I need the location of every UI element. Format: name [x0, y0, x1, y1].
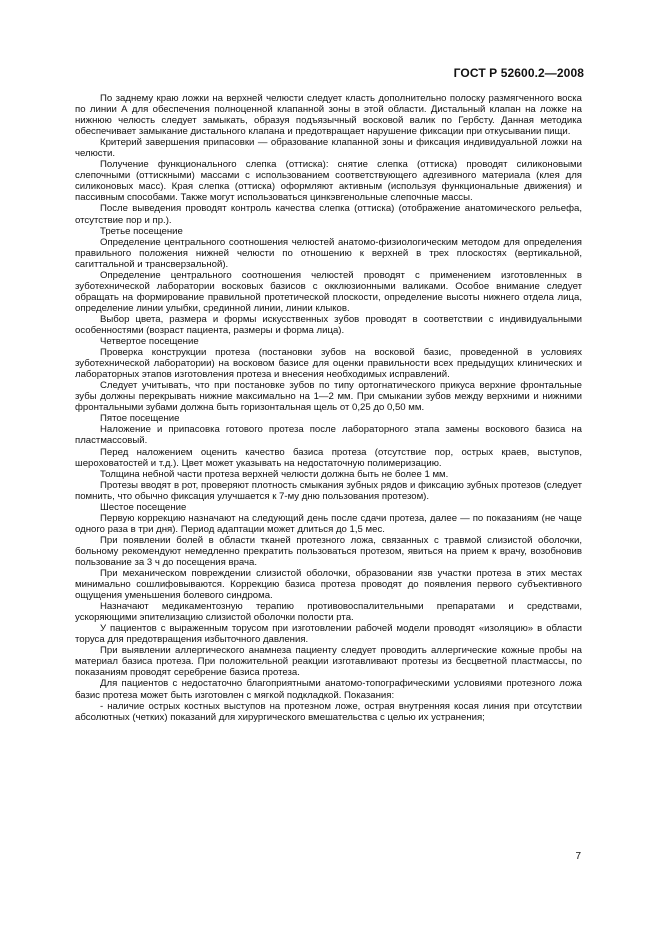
- paragraph: Первую коррекцию назначают на следующий день после сдачи протеза, далее — по показаниям (не чаще одного раза в три дня). Период адаптации может длиться до 1,5 мес.: [75, 512, 582, 535]
- paragraph: При появлении болей в области тканей протезного ложа, связанных с травмой слизистой оболочки, больному рекомендуют немедленно прекратить пользоваться протезом, явиться на прием к врачу, возобновив пользование за 3 ч до посещения врача.: [75, 534, 582, 568]
- paragraph: По заднему краю ложки на верхней челюсти следует класть дополнительно полоску размягченного воска по линии А для обеспечения полноценной клапанной зоны в этой области. Дистальный клапан на ложке на нижнюю челюсть следует замыкать, образуя подъязычный восковой валик по Гербсту. Данная методика обеспечивает замыкание дистального клапана и предотвращает нарушение фиксации при откусывании пищи.: [75, 93, 582, 138]
- paragraph: Определение центрального соотношения челюстей проводят с применением изготовленных в зуботехнической лаборатории восковых базисов с окклюзионными валиками. Особое внимание следует обращать на формирование правильной протетической плоскости, определение высоты нижнего отдела лица, определение линии улыбки, срединной линии, линии клыков.: [75, 269, 582, 314]
- paragraph: При выявлении аллергического анамнеза пациенту следует проводить аллергические кожные пробы на материал базиса протеза. При положительной реакции изготавливают протезы из бесцветной пластмассы, по показаниям проводят серебрение базиса протеза.: [75, 645, 582, 679]
- paragraph: После выведения проводят контроль качества слепка (оттиска) (отображение анатомического рельефа, отсутствие пор и пр.).: [75, 203, 582, 226]
- section-heading: Шестое посещение: [100, 501, 187, 513]
- document-body: [75, 93, 582, 723]
- page-number: 7: [575, 851, 581, 862]
- paragraph: Определение центрального соотношения челюстей анатомо-физиологическим методом для определения правильного положения нижней челюсти по отношению к верхней в трех плоскостях (вертикальной, сагиттальной и трансверзальной).: [75, 236, 582, 270]
- paragraph: Критерий завершения припасовки — образование клапанной зоны и фиксация индивидуальной ложки на челюсти.: [75, 137, 582, 160]
- paragraph: Наложение и припасовка готового протеза после лабораторного этапа замены воскового базиса на пластмассовый.: [75, 424, 582, 447]
- section-heading: Четвертое посещение: [100, 336, 199, 348]
- paragraph: При механическом повреждении слизистой оболочки, образовании язв участки протеза в этих местах минимально сошлифовываются. Коррекцию базиса протеза проводят до появления первого субъективного ощущения уменьшения болевого синдрома.: [75, 568, 582, 602]
- section-heading: Третье посещение: [100, 225, 183, 237]
- paragraph: Назначают медикаментозную терапию противовоспалительными препаратами и средствами, ускоряющими эпителизацию слизистой оболочки полости рта.: [75, 601, 582, 624]
- paragraph: Перед наложением оценить качество базиса протеза (отсутствие пор, острых краев, выступов, шероховатостей и т.д.). Цвет может указывать на недостаточную полимеризацию.: [75, 446, 582, 469]
- paragraph: Проверка конструкции протеза (постановки зубов на восковой базис, проведенной в условиях зуботехнической лаборатории) на восковом базисе для оценки правильности всех предыдущих клинических и лабораторных этапов изготовления протеза и внесения необходимых исправлений.: [75, 347, 582, 381]
- paragraph: Получение функционального слепка (оттиска): снятие слепка (оттиска) проводят силиконовыми слепочными (оттискными) массами с использованием соответствующего адгезивного материала (клея для силиконовых масс). Края слепка (оттиска) оформляют активным (используя функциональные движения) и пассивным способами. Также могут использоваться цинкэвгенольные слепочные массы.: [75, 159, 582, 204]
- paragraph: Выбор цвета, размера и формы искусственных зубов проводят в соответствии с индивидуальными особенностями (возраст пациента, размеры и форма лица).: [75, 313, 582, 336]
- section-heading: Пятое посещение: [100, 413, 180, 425]
- list-item: - наличие острых костных выступов на протезном ложе, острая внутренняя косая линия при отсутствии абсолютных (четких) показаний для хирургического вмешательства с целью их устранения;: [75, 700, 582, 723]
- paragraph: Толщина небной части протеза верхней челюсти должна быть не более 1 мм.: [100, 468, 449, 480]
- paragraph: У пациентов с выраженным торусом при изготовлении рабочей модели проводят «изоляцию» в области торуса для предотвращения избыточного давления.: [75, 623, 582, 646]
- paragraph: Следует учитывать, что при постановке зубов по типу ортогнатического прикуса верхние фронтальные зубы должны перекрывать нижние максимально на 1—2 мм. При смыкании зубов между верхними и нижними фронтальными зубами должна быть горизонтальная щель от 0,25 до 0,50 мм.: [75, 380, 582, 414]
- paragraph: Протезы вводят в рот, проверяют плотность смыкания зубных рядов и фиксацию зубных протезов (следует помнить, что обычно фиксация улучшается к 7-му дню пользования протезом).: [75, 479, 582, 502]
- paragraph: Для пациентов с недостаточно благоприятными анатомо-топографическими условиями протезного ложа базис протеза может быть изготовлен с мягкой подкладкой. Показания:: [75, 678, 582, 701]
- document-header: ГОСТ Р 52600.2—2008: [453, 66, 584, 80]
